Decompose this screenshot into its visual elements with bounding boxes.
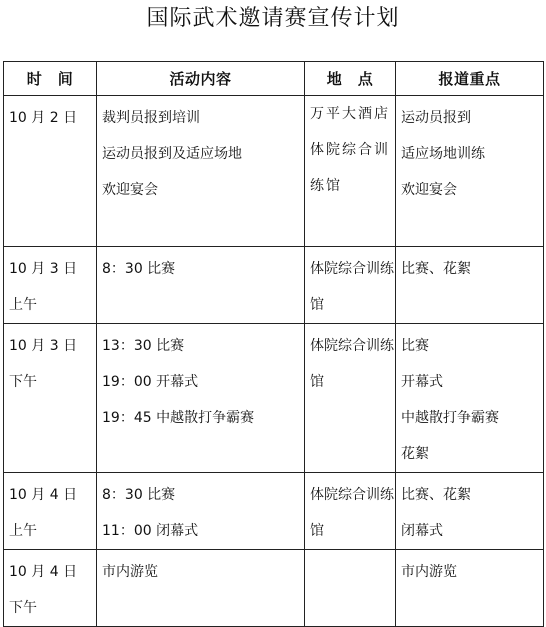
activity-line: 8：30 比赛 (102, 487, 176, 503)
time-date: 10 月 2 日 (9, 110, 78, 126)
location-text: 体院综合训练馆 (310, 142, 390, 194)
report-line: 闭幕式 (401, 523, 443, 539)
time-period: 上午 (9, 523, 37, 539)
time-cell (4, 324, 97, 473)
report-cell (396, 473, 544, 550)
header-time: 时 间 (4, 62, 97, 96)
table-row (4, 247, 544, 324)
time-date: 10 月 3 日 (9, 261, 78, 277)
time-cell (4, 247, 97, 324)
activity-line: 19：00 开幕式 (102, 374, 199, 390)
report-cell (396, 96, 544, 247)
report-line: 开幕式 (401, 374, 443, 390)
time-date: 10 月 4 日 (9, 564, 78, 580)
location-text: 万平大酒店 (310, 106, 390, 122)
time-date: 10 月 4 日 (9, 487, 78, 503)
activity-line: 市内游览 (102, 564, 158, 580)
report-cell (396, 324, 544, 473)
activity-line: 8：30 比赛 (102, 261, 176, 277)
location-text: 体院综合训练馆 (310, 261, 394, 313)
activity-line: 裁判员报到培训 (102, 110, 200, 126)
location-cell (305, 473, 396, 550)
report-line: 比赛、花絮 (401, 261, 471, 277)
report-line: 欢迎宴会 (401, 182, 457, 198)
page-title: 国际武术邀请赛宣传计划 (146, 6, 400, 31)
time-date: 10 月 3 日 (9, 338, 78, 354)
report-line: 中越散打争霸赛 (401, 410, 499, 426)
activity-cell (97, 247, 305, 324)
header-report: 报道重点 (396, 62, 544, 96)
activity-line: 欢迎宴会 (102, 182, 158, 198)
location-text: 体院综合训练馆 (310, 338, 394, 390)
time-period: 下午 (9, 600, 37, 616)
location-cell (305, 96, 396, 247)
location-cell (305, 550, 396, 627)
report-line: 比赛 (401, 338, 429, 354)
report-line: 花絮 (401, 446, 429, 462)
header-location: 地 点 (305, 62, 396, 96)
activity-cell (97, 96, 305, 247)
time-cell (4, 550, 97, 627)
report-line: 比赛、花絮 (401, 487, 471, 503)
activity-line: 13：30 比赛 (102, 338, 185, 354)
activity-cell (97, 473, 305, 550)
table-row (4, 324, 544, 473)
time-period: 上午 (9, 297, 37, 313)
activity-line: 运动员报到及适应场地 (102, 146, 242, 162)
location-text: 体院综合训练馆 (310, 487, 394, 539)
table-row (4, 96, 544, 247)
table-row (4, 550, 544, 627)
time-period: 下午 (9, 374, 37, 390)
report-cell (396, 550, 544, 627)
report-line: 适应场地训练 (401, 146, 485, 162)
activity-line: 11：00 闭幕式 (102, 523, 199, 539)
header-activity: 活动内容 (97, 62, 305, 96)
activity-cell (97, 550, 305, 627)
time-cell (4, 473, 97, 550)
header-row (4, 62, 544, 96)
table-row (4, 473, 544, 550)
location-cell (305, 324, 396, 473)
location-cell (305, 247, 396, 324)
report-cell (396, 247, 544, 324)
activity-line: 19：45 中越散打争霸赛 (102, 410, 255, 426)
report-line: 运动员报到 (401, 110, 471, 126)
report-line: 市内游览 (401, 564, 457, 580)
time-cell (4, 96, 97, 247)
schedule-table (3, 61, 544, 627)
activity-cell (97, 324, 305, 473)
